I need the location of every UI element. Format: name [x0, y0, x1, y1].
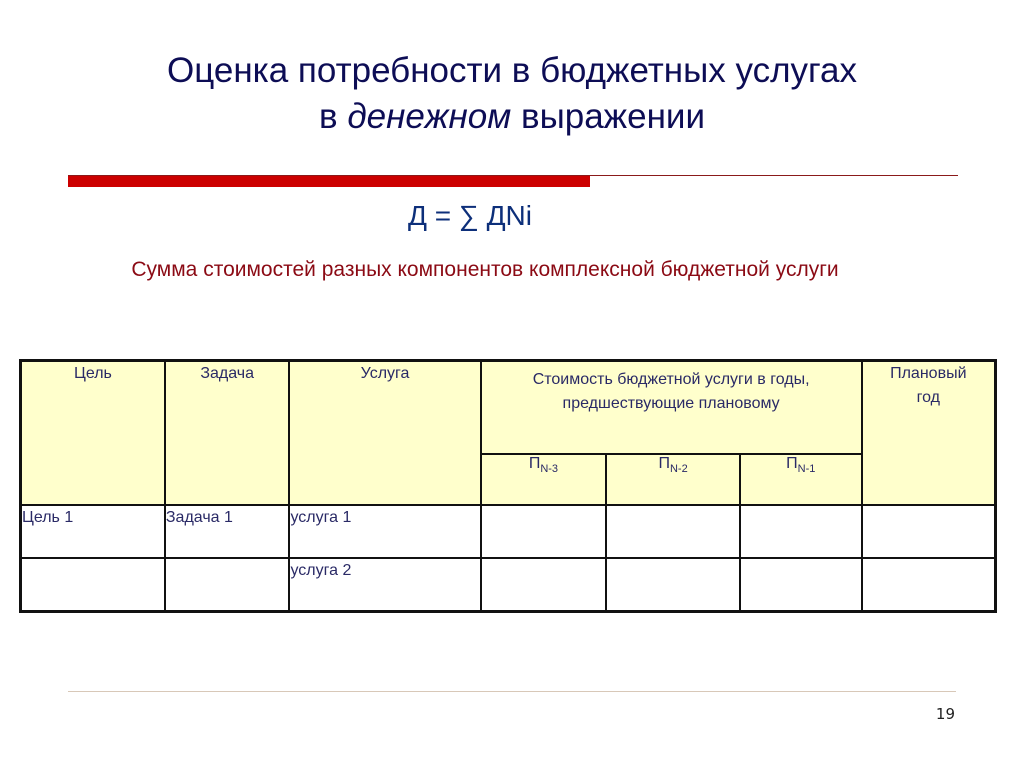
cell-service: услуга 2 [289, 558, 480, 612]
cell-n1 [740, 505, 862, 558]
table-row [21, 558, 996, 612]
cell-service: услуга 1 [289, 505, 480, 558]
cell-n3 [481, 505, 607, 558]
header-cost-group: Стоимость бюджетной услуги в годы, предшествующие плановому [481, 361, 862, 455]
cell-task [165, 558, 290, 612]
cell-n2 [606, 558, 740, 612]
slide-title [0, 48, 1024, 140]
formula-description: Сумма стоимостей разных компонентов комплексной бюджетной услуги [131, 258, 839, 281]
header-task: Задача [165, 361, 290, 506]
table-row [21, 505, 996, 558]
cell-n3 [481, 558, 607, 612]
header-year-n1: $П_{N-1}$ [740, 454, 862, 505]
cell-planned [862, 558, 996, 612]
cell-n2 [606, 505, 740, 558]
title-emphasis: денежном [347, 97, 512, 136]
cost-table [19, 359, 997, 613]
header-year-n2: $П_{N-2}$ [606, 454, 740, 505]
cell-n1 [740, 558, 862, 612]
cell-planned [862, 505, 996, 558]
cell-goal [21, 558, 165, 612]
cell-goal: Цель 1 [21, 505, 165, 558]
formula: Д = ∑ ДNi [407, 200, 533, 231]
divider-accent-bar [68, 176, 590, 187]
header-year-n3: $П_{N-3}$ [481, 454, 607, 505]
header-goal: Цель [21, 361, 165, 506]
title-line-1: Оценка потребности в бюджетных услугах [166, 51, 858, 90]
title-line-2: в денежном выражении [319, 97, 705, 136]
footer-divider [68, 691, 956, 692]
header-service: Услуга [289, 361, 480, 506]
header-planned-year: Плановый год [862, 361, 996, 506]
page-number: 19 [935, 705, 955, 723]
cell-task: Задача 1 [165, 505, 290, 558]
